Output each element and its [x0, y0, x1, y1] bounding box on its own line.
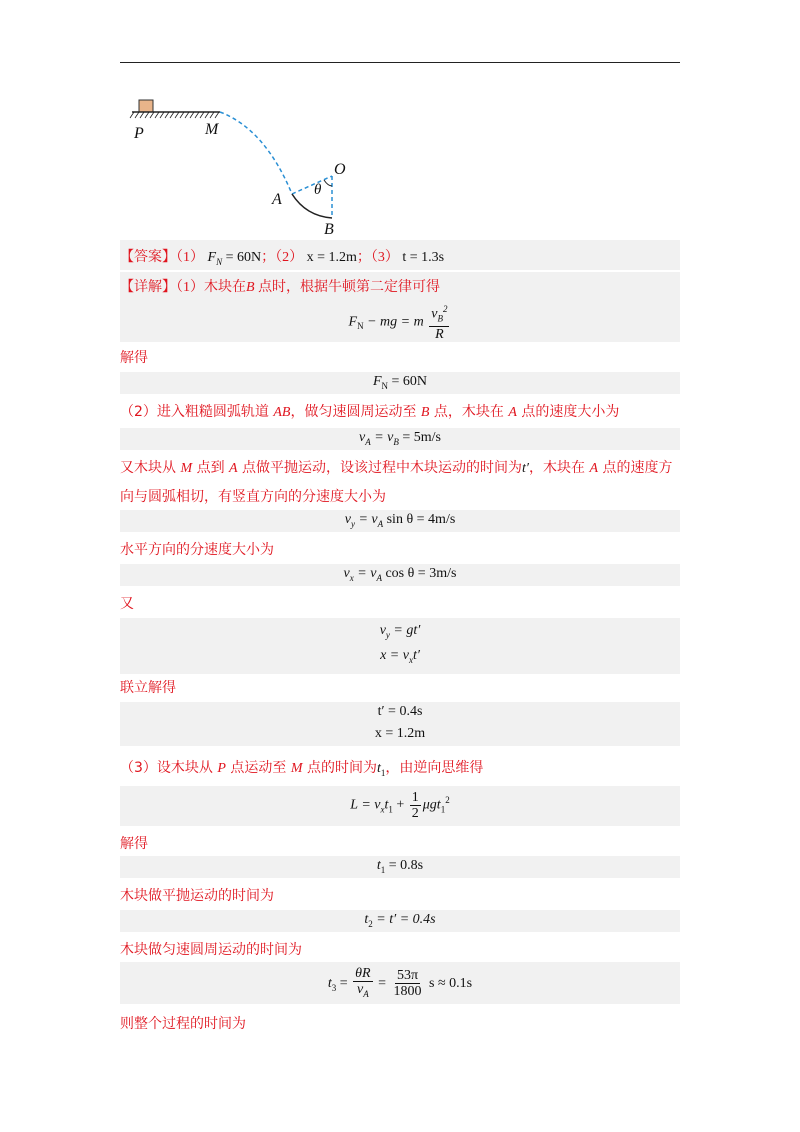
eq-vx-band — [120, 564, 680, 586]
label-M: M — [205, 121, 219, 138]
text-part2: （2）进入粗糙圆弧轨道 AB，做匀速圆周运动至 B 点，木块在 A 点的速度大小为 — [120, 404, 620, 420]
eq-t2-band — [120, 910, 680, 932]
text-jiede-2: 解得 — [120, 836, 148, 852]
detail-heading: 【详解】（1）木块在B 点时，根据牛顿第二定律可得 — [120, 280, 441, 295]
eq-t1-band — [120, 856, 680, 878]
label-theta: θ — [314, 182, 322, 198]
text-part2-cont: 又木块从 M 点到 A 点做平抛运动，设该过程中木块运动的时间为t′，木块在 A 点的速度方向与圆弧相切，有竖直方向的分速度大小为 — [120, 460, 673, 505]
eq-fn: $F_N = 60N$ — [372, 374, 428, 391]
projectile-trajectory — [220, 112, 292, 194]
eq-x: x = 1.2m — [374, 726, 426, 741]
answer-2: x = 1.2m — [306, 250, 357, 265]
eq-fn-band — [120, 372, 680, 394]
text-part3: （3）设木块从 P 点运动至 M 点的时间为$t_1$，由逆向思维得 — [120, 760, 484, 778]
text-pingpao-time: 木块做平抛运动的时间为 — [120, 888, 274, 904]
answer-1: $F_N = 60N$ — [207, 250, 262, 267]
eq-vy: $v_y = v_A$ sin θ = 4m/s — [344, 512, 456, 529]
track-diagram — [120, 94, 360, 239]
label-B: B — [324, 221, 334, 238]
eq-vy-x-band — [120, 618, 680, 674]
eq-t2: $t_2 = t' = 0.4s$ — [364, 912, 436, 929]
eq-vx: $v_x = v_A$ cos θ = 3m/s — [343, 566, 457, 583]
block-P — [139, 100, 153, 112]
arc-AB — [292, 194, 332, 218]
eq-newton: $F_N$ − mg = m $\frac{v_B^2}{R}$ — [348, 304, 448, 343]
text-jiede-1: 解得 — [120, 350, 148, 366]
answer-tag: 【答案】 — [120, 250, 176, 265]
eq-vy-band — [120, 510, 680, 532]
text-lianli: 联立解得 — [120, 680, 176, 696]
header-rule — [120, 62, 680, 63]
eq-t-prime: t′ = 0.4s — [377, 704, 423, 719]
eq-L: $L = v_xt_1$ + $\frac{1}{2}$ μgt$_1^2$ — [350, 790, 450, 821]
answer-band: 【答案】（1） $F_N = 60N$；（2） x = 1.2m；（3） t = 1.3s — [120, 240, 680, 270]
text-circular-time: 木块做匀速圆周运动的时间为 — [120, 942, 302, 958]
eq-t1: $t_1 = 0.8s$ — [376, 858, 424, 875]
detail-band — [120, 272, 680, 342]
eq-va: $v_A = v_B = 5m/s$ — [358, 430, 441, 447]
eq-t3: $t_3$ = $\frac{\theta R}{v_A}$ = $\frac{53\pi}{1800}$ s ≈ 0.1s — [327, 966, 473, 1000]
label-P: P — [134, 125, 144, 142]
text-horizontal: 水平方向的分速度大小为 — [120, 542, 274, 558]
track-hatching — [130, 112, 219, 118]
radius-OA — [292, 176, 332, 194]
label-A: A — [272, 191, 282, 208]
eq-x-vxt: $x = v_xt'$ — [380, 648, 420, 665]
label-O: O — [334, 161, 346, 178]
eq-va-band — [120, 428, 680, 450]
text-total-time: 则整个过程的时间为 — [120, 1016, 246, 1032]
text-you: 又 — [120, 596, 134, 612]
eq-L-band — [120, 786, 680, 826]
angle-arc — [324, 180, 332, 186]
answer-3: t = 1.3s — [402, 250, 445, 265]
eq-solution-band — [120, 702, 680, 746]
eq-vy-gt: $v_y = gt'$ — [379, 623, 421, 640]
eq-t3-band — [120, 962, 680, 1004]
